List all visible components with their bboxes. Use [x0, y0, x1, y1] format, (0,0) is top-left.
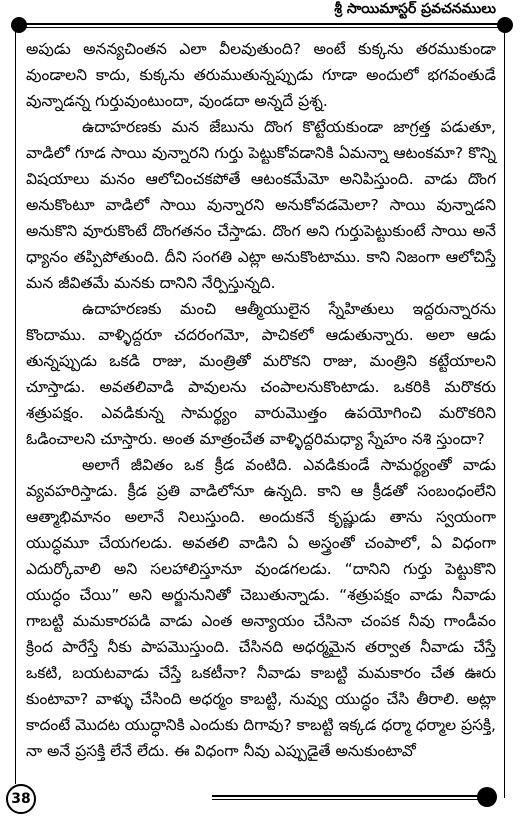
footer-rule	[212, 795, 480, 797]
paragraph: ఉదాహరణకు మన జేబును దొంగ కొట్టేయకుండా జాగ్రత్త పడుతూ, వాడిలో గూడ సాయి వున్నారని గుర్తు పెట్టుకోవడానికి ఏమన్నా ఆటంకమా? కొన్ని విషయాలు మనం ఆలోచించకపోతే ఆటంకమేమో అనిపిస్తుంది. వాడు దొంగ అనుకొంటూ వాడిలో సాయి వున్నారని అనుకోవడమెలా? సాయి వున్నాడని అనుకొని వూరుకొంటే దొంగతనం చేస్తాడు. దొంగ అని గుర్తుపెట్టుకుంటే సాయి అనే ధ్యానం తప్పిపోతుంది. దీని సంగతి ఎట్లా అనుకొంటాము. కాని నిజంగా ఆలోచిస్తే మన జీవితమే మనకు దానిని నేర్పిస్తున్నది.	[26, 118, 496, 292]
page-body	[26, 36, 496, 764]
page-number: 38	[6, 784, 36, 814]
paragraph: అపుడు అనన్యచింతన ఎలా వీలవుతుంది? అంటే కుక్కను తరముకుండా వుండాలని కాదు, కుక్కను తరుముతున్నప్పుడు గూడా అందులో భగవంతుడే వున్నాడన్న గుర్తువుంటుందా, వుండదా అన్నదే ప్రశ్న.	[26, 40, 496, 110]
header-rule	[24, 23, 510, 25]
paragraph: ఉదాహరణకు మంచి ఆత్మీయులైన స్నేహితులు ఇద్దరున్నారను కొందాము. వాళ్ళిద్దరూ చదరంగమో, పాచికలో ఆడుతున్నారు. అలా ఆడు తున్నప్పుడు ఒకడి రాజు, మంత్రితో మరొకని రాజు, మంత్రిని కట్టేయాలని చూస్తాడు. అవతలివాడి పావులను చంపాలనుకొంటాడు. ఒకరికి మరొకరు శత్రుపక్షం. ఎవడికున్న సామర్థ్యం వారుమొత్తం ఉపయోగించి మరొకరిని ఓడించాలని చూస్తారు. అంత మాత్రంచేత వాళ్ళిద్దరిమధ్యా స్నేహం నశి స్తుందా?	[26, 300, 496, 448]
paragraph: అలాగే జీవితం ఒక క్రీడ వంటిది. ఎవడికుండే సామర్థ్యంతో వాడు వ్యవహరిస్తాడు. క్రీడ ప్రతి వాడిలోనూ ఉన్నది. కాని ఆ క్రీడతో సంబంధంలేని ఆత్మాభిమానం అలానే నిలుస్తుంది. అందుకనే కృష్ణుడు తాను స్వయంగా యుద్ధమూ చేయగలడు. అవతలి వాడిని ఏ అస్త్రంతో చంపాలో, ఏ విధంగా ఎదుర్కోవాలి అని సలహాలిస్తూనూ వుండగలడు. “దానిని గుర్తు పెట్టుకొని యుద్ధం చేయి” అని అర్జునునితో చెబుతున్నాడు. “శత్రుపక్షం వాడు నీవాడు గాబట్టి మమకారపడి వాడు ఎంత అన్యాయం చేసినా చంపక నీవు గాండీవం క్రింద పారేస్తే నీకు పాపమొస్తుంది. చేసినది అధర్మమైన తర్వాత నీవాడు చేస్తే ఒకటి, బయటవాడు చేస్తే ఒకటీనా? నీవాడు కాబట్టి మమకారం చేత ఊరు కుంటావా? వాళ్ళు చేసింది అధర్మం కాబట్టి, నువ్వు యుద్ధం చేసి తీరాలి. అట్లా కాదంటే మొదట యుద్ధానికి ఎందుకు దిగావు? కాబట్టి ఇక్కడ ధర్మా ధర్మాల ప్రసక్తి, నా అనే ప్రసక్తి లేనే లేదు. ఈ విధంగా నీవు ఎప్పుడైతే అనుకుంటావో	[26, 456, 496, 760]
ornament-dot-top-left	[11, 17, 27, 33]
header-rule-thin	[24, 27, 510, 28]
ornament-dot-bottom-right	[477, 787, 497, 807]
footer-rule-thin	[212, 799, 480, 800]
running-header: శ్రీ సాయిమాస్టర్ ప్రవచనములు	[334, 1, 496, 17]
right-margin-rule	[504, 28, 505, 798]
left-margin-rule	[15, 28, 16, 784]
ornament-dot-top-right	[497, 17, 513, 33]
